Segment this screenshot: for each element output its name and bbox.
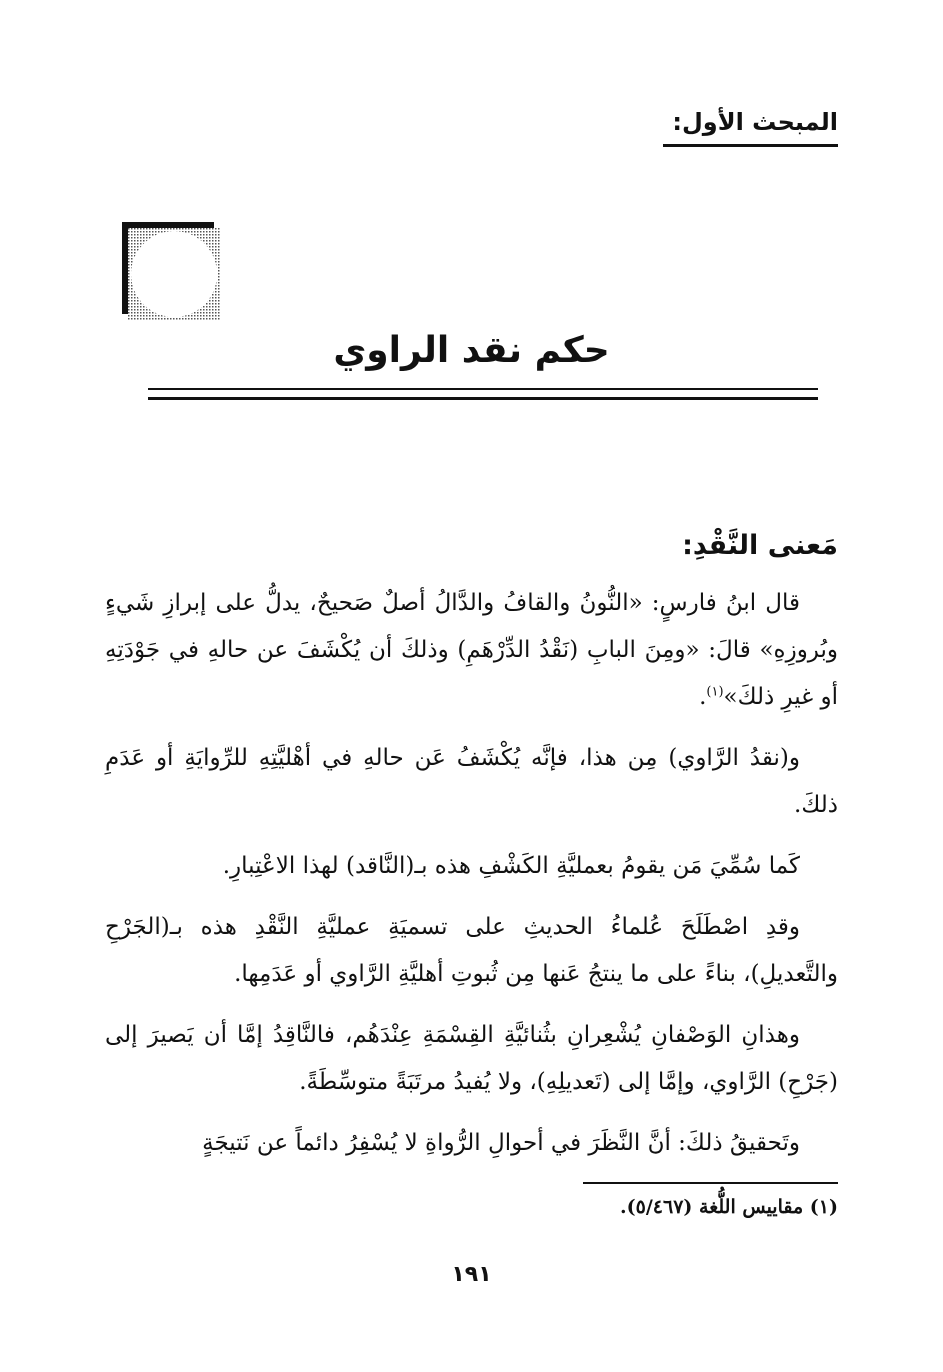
footnote: (١) مقاييس اللُّغة (٥/٤٦٧). — [620, 1196, 838, 1218]
footnote-marker: (١) — [706, 684, 724, 700]
title-rule-thick — [148, 397, 818, 400]
section-heading: مَعنى النَّقْدِ: — [682, 530, 838, 561]
paragraph-6: وتَحقيقُ ذلكَ: أنَّ النَّظَرَ في أحوالِ الرُّواةِ لا يُسْفِرُ دائماً عن نَتيجَةٍ — [202, 1130, 800, 1156]
page-number: ١٩١ — [451, 1262, 492, 1287]
title-rule-thin — [148, 388, 818, 390]
chapter-title: حكم نقد الراوي — [333, 330, 610, 371]
paragraph-5: وهذانِ الوَصْفانِ يُشْعِرانِ بثُنائيَّةِ القِسْمَةِ عِنْدَهُم، فالنَّاقِدُ إمَّا أن يَصيرَ إلى (جَرْحِ) الرَّاوي، وإمَّا إلى (تَعديلِهِ)، ولا يُفيدُ مرتَبَةً متوسِّطَةً. — [105, 1022, 838, 1095]
paragraph-3: كَما سُمِّيَ مَن يقومُ بعمليَّةِ الكَشْفِ هذه بـ(النَّاقد) لهذا الاعْتِبارِ. — [222, 853, 800, 879]
paragraph-1-text: قال ابنُ فارسٍ: «النُّونُ والقافُ والدَّالُ أصلٌ صَحيحٌ، يدلُّ على إبرازِ شَيءٍ وبُروزِهِ» قالَ: «ومِنَ البابِ (نَقْدُ الدِّرْهَمِ) وذلكَ أن يُكْشَفَ عن حالهِ في جَوْدَتِهِ أو غيرِ ذلكَ» — [105, 590, 838, 710]
paragraph-1 — [105, 580, 838, 721]
body-text — [105, 580, 838, 1181]
paragraph-1-tail: . — [699, 684, 707, 710]
paragraph-4: وقدِ اصْطَلَحَ عُلماءُ الحديثِ على تسميَةِ عمليَّةِ النَّقْدِ هذه بـ(الجَرْحِ والتَّعديلِ)، بناءً على ما ينتجُ عَنها مِن ثُبوتِ أهليَّةِ الرَّاوي أو عَدَمِها. — [105, 914, 838, 987]
chapter-emblem-icon — [122, 222, 220, 320]
paragraph-2: و(نقدُ الرَّاوي) مِن هذا، فإنَّه يُكْشَفُ عَن حالهِ في أهْليَّتِهِ للرِّوايَةِ أو عَدَمِ ذلكَ. — [105, 745, 838, 818]
section-label: المبحث الأول: — [663, 108, 838, 147]
footnote-separator — [583, 1182, 838, 1184]
